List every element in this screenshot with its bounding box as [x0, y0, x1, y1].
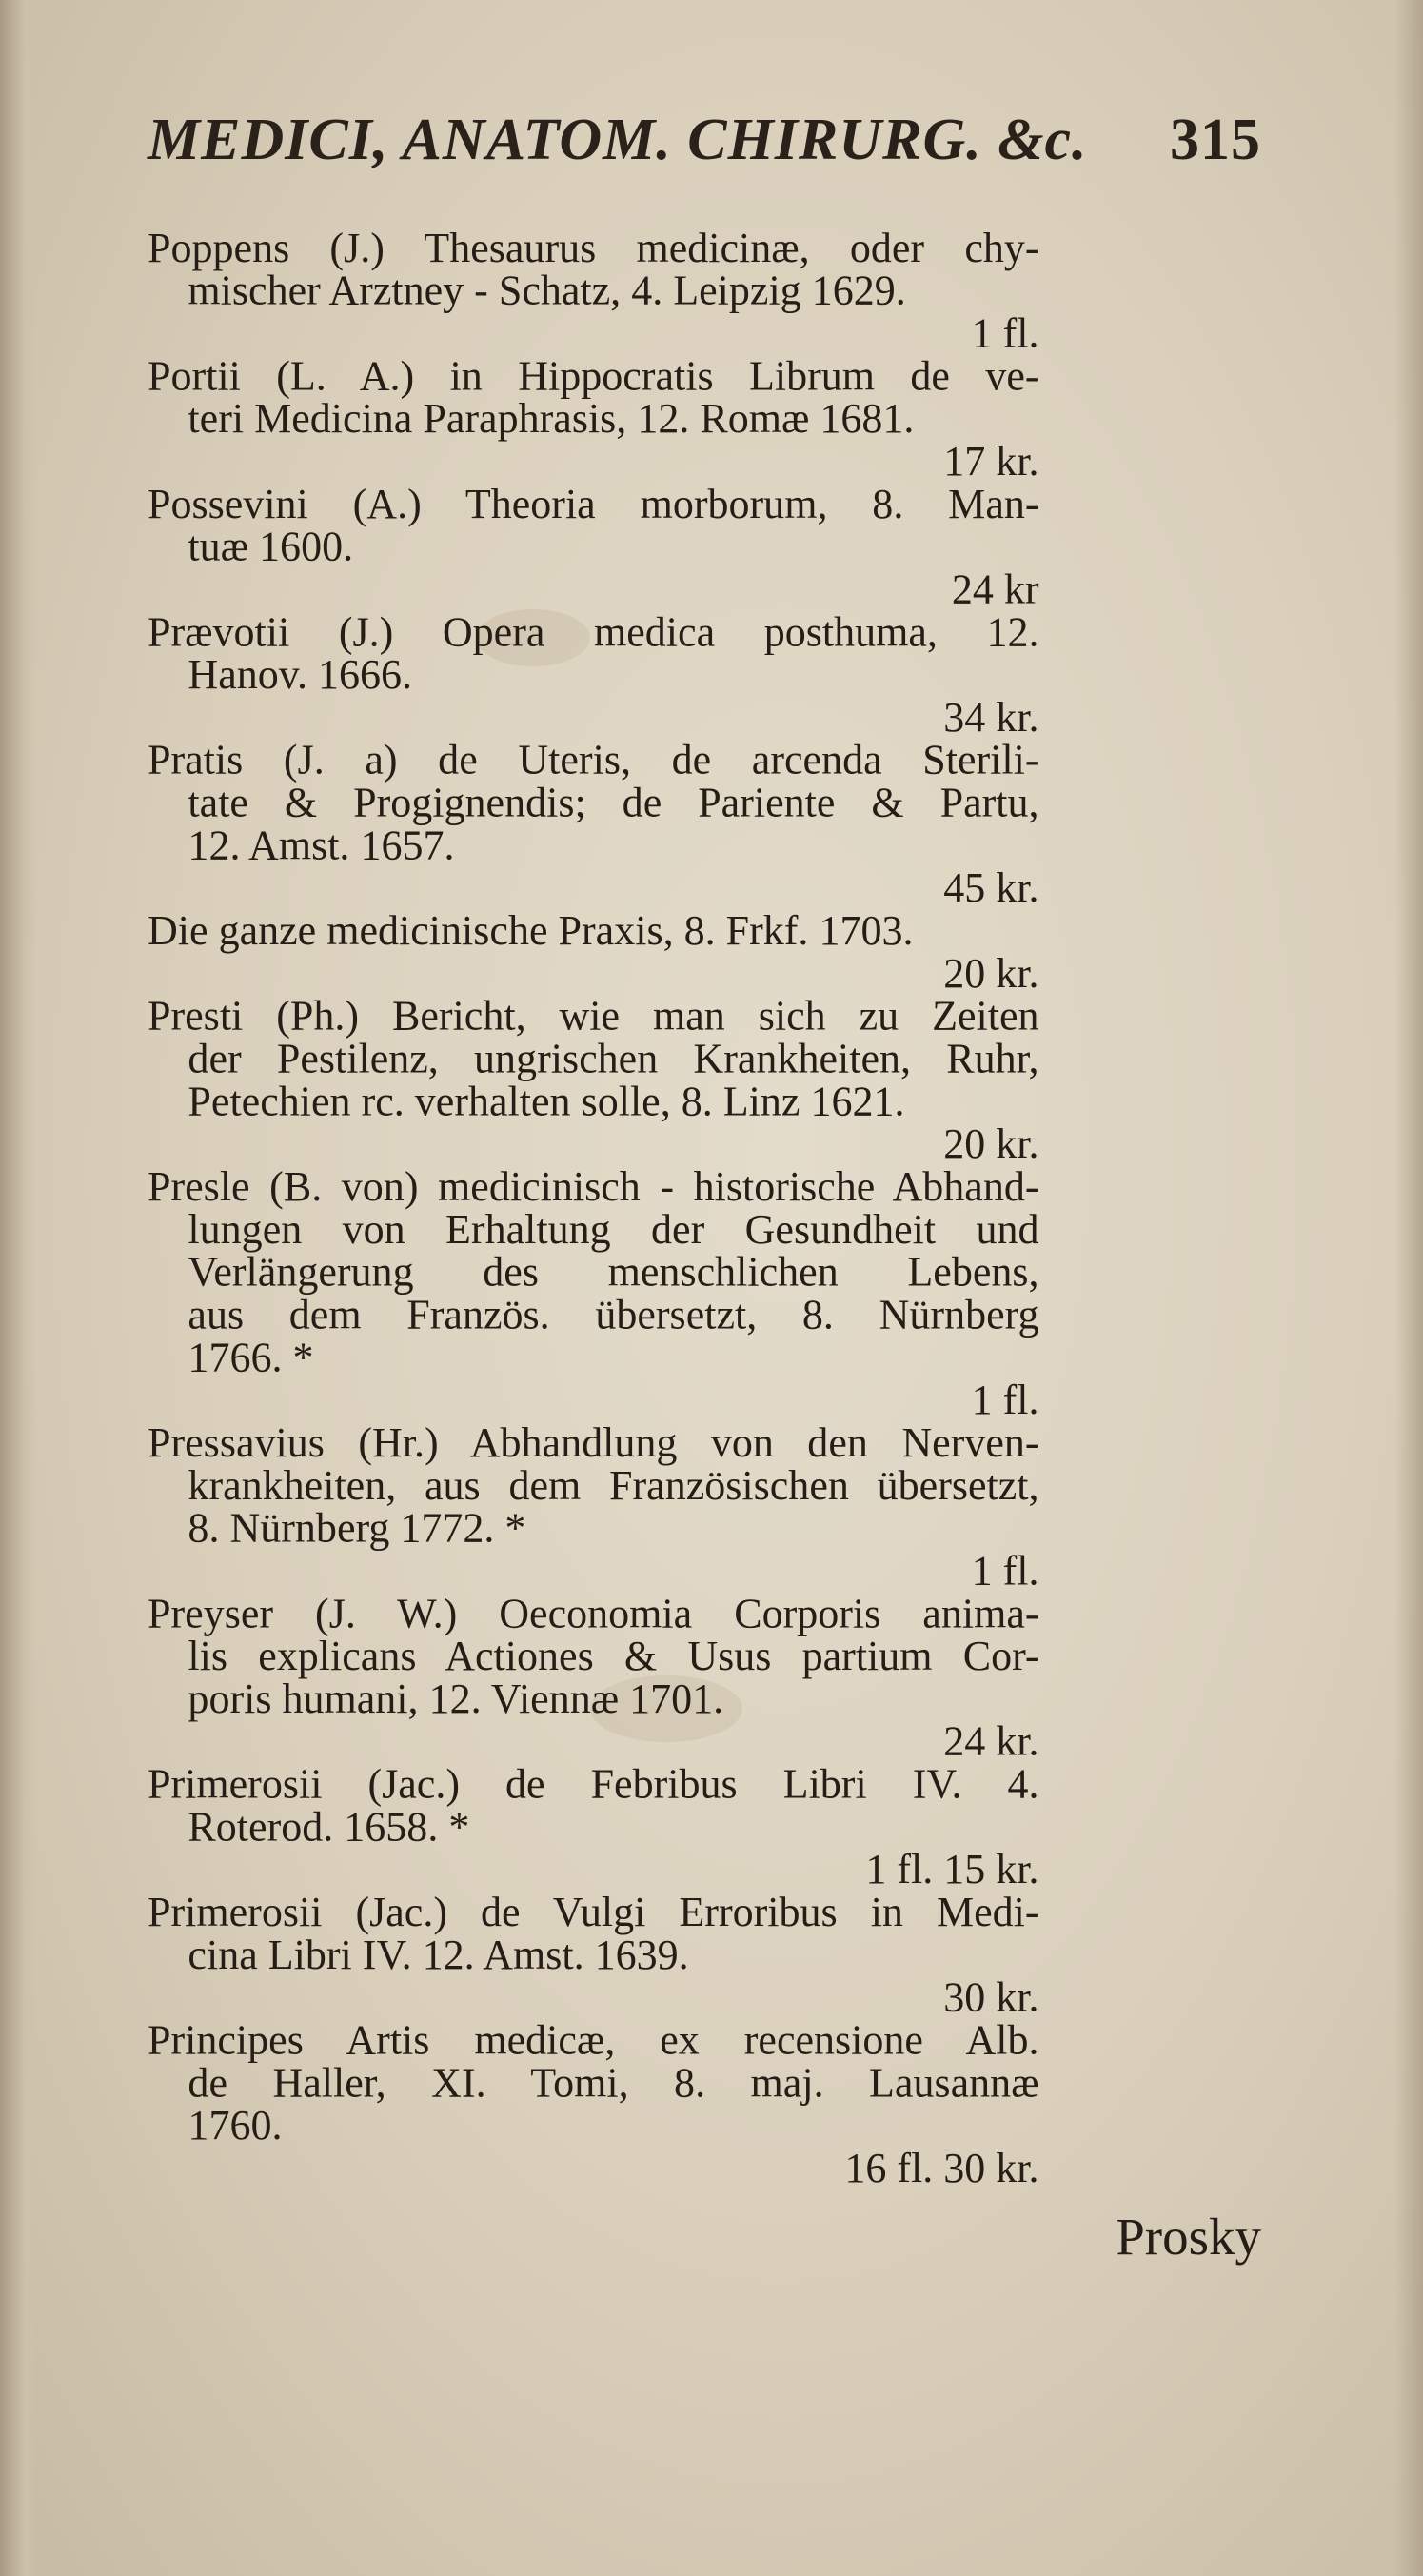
entry-price: 17 kr. — [943, 437, 1039, 485]
bibliography-entry — [148, 2016, 1039, 2191]
entry-price: 24 kr — [951, 565, 1039, 613]
bibliography-list — [148, 224, 1039, 2191]
entry-price: 1 fl. — [971, 1547, 1039, 1595]
running-header — [148, 107, 1261, 202]
entry-continuation-line: 1766. * — [188, 1334, 314, 1380]
entry-first-line: Poppens (J.) Thesaurus medicinæ, oder chy- — [148, 224, 1039, 271]
entry-first-line: Prævotii (J.) Opera medica posthuma, 12. — [148, 608, 1039, 655]
entry-continuation-line: mischer Arztney - Schatz, 4. Leipzig 1629. — [188, 267, 906, 314]
bibliography-entry — [148, 1590, 1039, 1765]
bibliography-entry — [148, 352, 1039, 485]
entry-continuation-line: tate & Progignendis; de Pariente & Partu, — [188, 779, 1039, 826]
entry-continuation-line: der Pestilenz, ungrischen Krankheiten, Ruhr, — [188, 1035, 1039, 1082]
entry-first-line: Presti (Ph.) Bericht, wie man sich zu Zeiten — [148, 992, 1039, 1040]
entry-continuation-line: teri Medicina Paraphrasis, 12. Romæ 1681. — [188, 394, 915, 442]
entry-price: 1 fl. — [971, 1376, 1039, 1423]
entry-continuation-line: lis explicans Actiones & Usus partium Cor- — [188, 1632, 1039, 1679]
entry-price: 30 kr. — [943, 1973, 1039, 2021]
entry-first-line: Die ganze medicinische Praxis, 8. Frkf. 1703. — [148, 906, 914, 954]
entry-price: 20 kr. — [943, 1120, 1039, 1167]
entry-price: 45 kr. — [943, 863, 1039, 911]
entry-price: 34 kr. — [943, 693, 1039, 741]
entry-first-line: Primerosii (Jac.) de Febribus Libri IV. 4. — [148, 1760, 1039, 1808]
entry-continuation-line: 1760. — [188, 2101, 283, 2149]
entry-first-line: Pressavius (Hr.) Abhandlung von den Nerven- — [148, 1418, 1039, 1466]
catchword: Prosky — [1116, 2208, 1261, 2266]
entry-continuation-line: poris humani, 12. Viennæ 1701. — [188, 1674, 724, 1722]
entry-price: 20 kr. — [943, 949, 1039, 997]
entry-price: 16 fl. 30 kr. — [844, 2144, 1039, 2191]
bibliography-entry — [148, 1888, 1039, 2021]
entry-first-line: Pratis (J. a) de Uteris, de arcenda Sterili- — [148, 736, 1039, 783]
page-number: 315 — [1170, 108, 1261, 172]
entry-price: 1 fl. — [971, 309, 1039, 357]
bibliography-entry — [148, 608, 1039, 741]
entry-first-line: Principes Artis medicæ, ex recensione Alb. — [148, 2016, 1039, 2064]
entry-continuation-line: krankheiten, aus dem Französischen übersetzt, — [188, 1461, 1039, 1509]
bibliography-entry — [148, 906, 1039, 997]
entry-price: 1 fl. 15 kr. — [865, 1845, 1039, 1892]
entry-first-line: Primerosii (Jac.) de Vulgi Erroribus in Medi- — [148, 1888, 1039, 1935]
bibliography-entry — [148, 480, 1039, 613]
entry-continuation-line: lungen von Erhaltung der Gesundheit und — [188, 1205, 1039, 1253]
entry-first-line: Portii (L. A.) in Hippocratis Librum de ve- — [148, 352, 1039, 399]
entry-first-line: Presle (B. von) medicinisch - historische Abhand- — [148, 1162, 1039, 1210]
bibliography-entry — [148, 1162, 1039, 1423]
entry-continuation-line: de Haller, XI. Tomi, 8. maj. Lausannæ — [188, 2059, 1039, 2106]
bibliography-entry — [148, 736, 1039, 911]
entry-continuation-line: Petechien rc. verhalten solle, 8. Linz 1621. — [188, 1078, 905, 1124]
entry-continuation-line: Verlängerung des menschlichen Lebens, — [188, 1248, 1039, 1296]
entry-continuation-line: 8. Nürnberg 1772. * — [188, 1504, 526, 1552]
entry-first-line: Possevini (A.) Theoria morborum, 8. Man- — [148, 480, 1039, 527]
bibliography-entry — [148, 992, 1039, 1167]
entry-continuation-line: 12. Amst. 1657. — [188, 822, 455, 868]
entry-continuation-line: Roterod. 1658. * — [188, 1803, 470, 1850]
entry-continuation-line: cina Libri IV. 12. Amst. 1639. — [188, 1931, 689, 1978]
entry-first-line: Preyser (J. W.) Oeconomia Corporis anima- — [148, 1590, 1039, 1636]
bibliography-entry — [148, 1418, 1039, 1595]
entry-price: 24 kr. — [943, 1717, 1039, 1765]
page-edge-shadow — [1394, 0, 1423, 2576]
entry-continuation-line: aus dem Französ. übersetzt, 8. Nürnberg — [188, 1291, 1039, 1338]
entry-continuation-line: Hanov. 1666. — [188, 650, 413, 698]
running-title: MEDICI, ANATOM. CHIRURG. &c. — [148, 108, 1088, 172]
entry-continuation-line: tuæ 1600. — [188, 523, 354, 570]
page-gutter-shadow — [0, 0, 36, 2576]
bibliography-entry — [148, 1760, 1039, 1892]
bibliography-entry — [148, 224, 1039, 357]
